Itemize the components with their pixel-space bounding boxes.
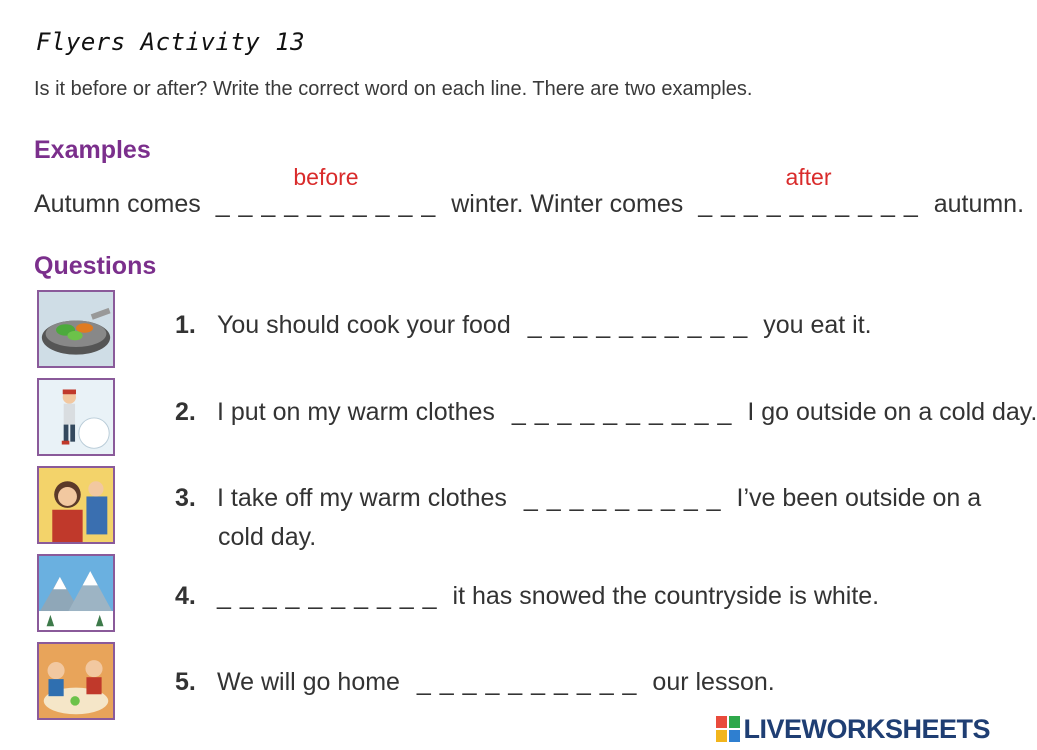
snowy-mountains-icon: [37, 554, 115, 632]
examples-heading: Examples: [34, 136, 151, 164]
example-text-1: Autumn comes: [34, 190, 201, 218]
answer-blank[interactable]: _ _ _ _ _ _ _ _ _ _: [511, 398, 733, 426]
girl-in-sweater-icon: [37, 466, 115, 544]
example-text-3: autumn.: [933, 190, 1025, 218]
answer-blank[interactable]: _ _ _ _ _ _ _ _ _: [523, 484, 722, 512]
answer-blank[interactable]: _ _ _ _ _ _ _ _ _ _: [416, 668, 638, 696]
question-text-after: it has snowed the countryside is white.: [452, 582, 880, 610]
question-number: 4.: [175, 582, 196, 610]
example-answer-1: before: [293, 164, 359, 190]
question-number: 1.: [175, 311, 196, 339]
answer-blank[interactable]: _ _ _ _ _ _ _ _ _ _: [217, 582, 438, 610]
questions-heading: Questions: [34, 252, 157, 280]
question-3-continuation: cold day.: [218, 523, 317, 551]
question-number: 2.: [175, 398, 196, 426]
answer-blank[interactable]: _ _ _ _ _ _ _ _ _ _: [527, 311, 749, 339]
question-number: 3.: [175, 484, 196, 512]
question-text-before: We will go home: [217, 668, 400, 696]
example-line: [34, 164, 1025, 219]
logo-text: LIVEWORKSHEETS: [743, 713, 990, 744]
example-blank-2: [698, 164, 919, 219]
blank-line: _ _ _ _ _ _ _ _ _ _: [698, 190, 919, 218]
question-1: [175, 311, 872, 340]
children-at-table-icon: [37, 642, 115, 720]
logo-mark-icon: [716, 716, 740, 742]
example-text-2: winter. Winter comes: [451, 190, 684, 218]
blank-line: _ _ _ _ _ _ _ _ _ _: [215, 190, 437, 218]
question-text-after: you eat it.: [763, 311, 872, 339]
liveworksheets-logo[interactable]: [716, 714, 990, 744]
question-5: [175, 668, 775, 697]
question-text-before: I put on my warm clothes: [217, 398, 495, 426]
question-number: 5.: [175, 668, 196, 696]
question-4: [175, 582, 879, 611]
example-answer-2: after: [785, 164, 832, 190]
question-text-after: our lesson.: [652, 668, 775, 696]
boy-in-snow-icon: [37, 378, 115, 456]
question-2: [175, 398, 1037, 427]
question-text-before: I take off my warm clothes: [217, 484, 507, 512]
question-text-after: I’ve been outside on a: [736, 484, 982, 512]
question-text-before: You should cook your food: [217, 311, 511, 339]
question-3: [175, 484, 981, 513]
page-title: Flyers Activity 13: [36, 28, 306, 56]
example-blank-1: [215, 164, 437, 219]
vegetables-in-pan-icon: [37, 290, 115, 368]
question-text-after: I go outside on a cold day.: [747, 398, 1037, 426]
instructions-text: Is it before or after? Write the correct word on each line. There are two examples.: [34, 78, 753, 100]
